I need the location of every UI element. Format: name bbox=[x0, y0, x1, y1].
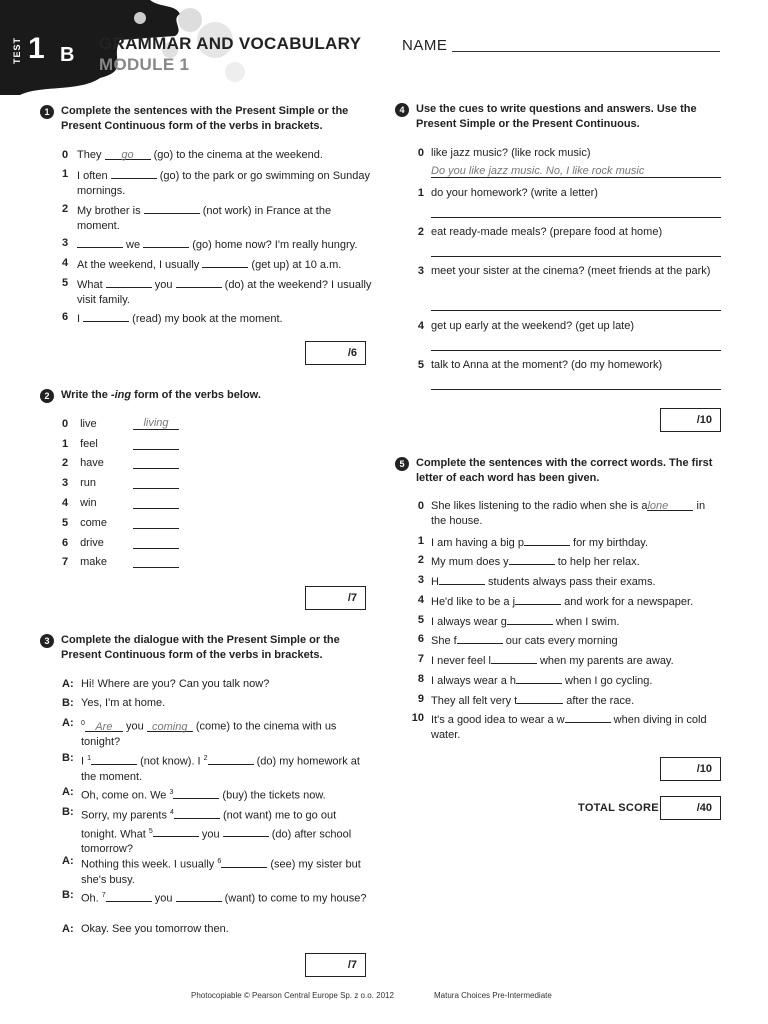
answer-blank[interactable] bbox=[176, 890, 222, 902]
section-instruction: Complete the dialogue with the Present Simple or the Present Continuous form of the verbs in brackets. bbox=[61, 634, 340, 661]
page-title: GRAMMAR AND VOCABULARY bbox=[99, 34, 362, 53]
module-title: MODULE 1 bbox=[99, 55, 190, 74]
list-item: 6 I (read) my book at the moment. bbox=[62, 311, 283, 325]
test-letter: B bbox=[60, 44, 75, 66]
answer-blank[interactable] bbox=[133, 555, 179, 568]
section-number-badge: 1 bbox=[40, 105, 54, 119]
answer-blank[interactable] bbox=[202, 256, 248, 268]
list-item: 0 like jazz music? (like rock music) bbox=[417, 147, 591, 159]
dialogue-line: A: Hi! Where are you? Can you talk now? bbox=[62, 678, 270, 690]
answer-line[interactable] bbox=[431, 204, 721, 218]
list-item: 3 we (go) home now? I'm really hungry. bbox=[62, 237, 358, 251]
footer-copyright: Photocopiable © Pearson Central Europe Sp. z o.o. 2012 bbox=[191, 991, 394, 1000]
answer-blank[interactable] bbox=[133, 516, 179, 529]
name-label: NAME bbox=[402, 37, 448, 54]
section-number-badge: 2 bbox=[40, 389, 54, 403]
list-item: 5 come bbox=[62, 517, 107, 529]
answer-blank[interactable] bbox=[457, 632, 503, 644]
total-score-box: /40 bbox=[660, 796, 721, 820]
answer-blank[interactable]: living bbox=[133, 417, 179, 430]
dialogue-line: A: Okay. See you tomorrow then. bbox=[62, 923, 229, 935]
section-number-badge: 3 bbox=[40, 634, 54, 648]
answer-blank[interactable]: coming bbox=[147, 720, 193, 732]
answer-blank[interactable] bbox=[221, 856, 267, 868]
answer-blank[interactable] bbox=[176, 276, 222, 288]
list-item: 2 My mum does y to help her relax. bbox=[417, 554, 640, 568]
section-instruction: Use the cues to write questions and answers. Use the Present Simple or the Present Continuous. bbox=[416, 103, 697, 130]
section-score-box: /10 bbox=[660, 757, 721, 781]
footer-book-title: Matura Choices Pre-Intermediate bbox=[434, 991, 552, 1000]
answer-blank[interactable] bbox=[83, 310, 129, 322]
section-4-heading bbox=[395, 102, 725, 132]
section-number-badge: 4 bbox=[395, 103, 409, 117]
list-item: 3 H students always pass their exams. bbox=[417, 574, 656, 588]
section-score-box: /7 bbox=[305, 586, 366, 610]
dialogue-line: B: Oh. $^7$ you (want) to come to my house? bbox=[62, 889, 367, 905]
answer-blank[interactable] bbox=[133, 456, 179, 469]
list-item: 5 I always wear g when I swim. bbox=[417, 614, 620, 628]
list-item: 1 do your homework? (write a letter) bbox=[417, 187, 598, 199]
list-item: 4 At the weekend, I usually (get up) at 10 a.m. bbox=[62, 257, 342, 271]
section-score-box: /7 bbox=[305, 953, 366, 977]
answer-blank[interactable] bbox=[133, 476, 179, 489]
answer-blank[interactable] bbox=[174, 807, 220, 819]
answer-blank[interactable] bbox=[133, 536, 179, 549]
answer-blank[interactable]: Are bbox=[85, 720, 123, 732]
answer-blank[interactable] bbox=[91, 753, 137, 765]
answer-blank[interactable] bbox=[106, 890, 152, 902]
answer-blank[interactable] bbox=[517, 692, 563, 704]
answer-line[interactable] bbox=[431, 376, 721, 390]
section-number-badge: 5 bbox=[395, 457, 409, 471]
answer-blank[interactable] bbox=[144, 202, 200, 214]
answer-blank[interactable]: go bbox=[105, 148, 151, 160]
section-score-box: /10 bbox=[660, 408, 721, 432]
section-instruction: Complete the sentences with the correct words. The first letter of each word has been given. bbox=[416, 457, 713, 484]
list-item: 1 feel bbox=[62, 438, 98, 450]
answer-blank[interactable] bbox=[524, 534, 570, 546]
answer-line[interactable] bbox=[431, 337, 721, 351]
list-item: 0 She likes listening to the radio when she is alone in the house. bbox=[417, 500, 706, 527]
dialogue-line: B: Sorry, my parents $^4$ (not want) me to go out tonight. What $^5$ you (do) after school tomorrow? bbox=[62, 806, 352, 856]
answer-blank[interactable] bbox=[133, 496, 179, 509]
answer-blank[interactable] bbox=[439, 573, 485, 585]
answer-blank[interactable] bbox=[77, 236, 123, 248]
list-item: 5 talk to Anna at the moment? (do my homework) bbox=[417, 359, 663, 371]
answer-blank[interactable] bbox=[509, 553, 555, 565]
dialogue-line: A: Oh, come on. We $^3$ (buy) the tickets now. bbox=[62, 786, 326, 802]
list-item: 2 have bbox=[62, 457, 104, 469]
section-score-box: /6 bbox=[305, 341, 366, 365]
list-item: 9 They all felt very t after the race. bbox=[417, 693, 635, 707]
list-item: 6 drive bbox=[62, 537, 104, 549]
section-3-heading bbox=[40, 633, 370, 663]
list-item: 1 I am having a big p for my birthday. bbox=[417, 535, 648, 549]
section-1-heading bbox=[40, 104, 370, 134]
list-item: 4 win bbox=[62, 497, 97, 509]
list-item: 3 run bbox=[62, 477, 96, 489]
dialogue-line: A: Nothing this week. I usually $^6$ (see) my sister but she's busy. bbox=[62, 855, 361, 886]
answer-blank[interactable] bbox=[565, 711, 611, 723]
answer-line[interactable] bbox=[431, 243, 721, 257]
dialogue-line: A: $^0$ Are you coming (come) to the cinema with us tonight? bbox=[62, 717, 337, 748]
answer-line[interactable] bbox=[431, 297, 721, 311]
answer-blank[interactable] bbox=[491, 652, 537, 664]
test-number: 1 bbox=[28, 32, 45, 65]
answer-blank[interactable]: lone bbox=[647, 499, 693, 511]
answer-blank[interactable] bbox=[507, 613, 553, 625]
list-item: 6 She f our cats every morning bbox=[417, 633, 618, 647]
list-item: 7 I never feel l when my parents are away. bbox=[417, 653, 674, 667]
answer-line[interactable]: Do you like jazz music. No, I like rock music bbox=[431, 164, 721, 178]
list-item: 3 meet your sister at the cinema? (meet friends at the park) bbox=[417, 265, 711, 277]
answer-blank[interactable] bbox=[208, 753, 254, 765]
total-score-label: TOTAL SCORE bbox=[578, 802, 659, 814]
list-item: 4 get up early at the weekend? (get up late) bbox=[417, 320, 635, 332]
list-item: 2 My brother is (not work) in France at the moment. bbox=[62, 203, 332, 232]
answer-blank[interactable] bbox=[153, 825, 199, 837]
list-item: 0 They go (go) to the cinema at the weekend. bbox=[62, 149, 323, 161]
list-item: 10 It's a good idea to wear a w when diving in cold water. bbox=[411, 712, 707, 741]
section-2-heading: 2 Write the -ing form of the verbs below. bbox=[40, 388, 370, 403]
dialogue-line: B: Yes, I'm at home. bbox=[62, 697, 166, 709]
list-item: 8 I always wear a h when I go cycling. bbox=[417, 673, 653, 687]
answer-blank[interactable] bbox=[173, 787, 219, 799]
section-5-heading bbox=[395, 456, 725, 486]
list-item: 7 make bbox=[62, 556, 107, 568]
answer-blank[interactable] bbox=[111, 167, 157, 179]
answer-blank[interactable] bbox=[516, 672, 562, 684]
list-item: 2 eat ready-made meals? (prepare food at home) bbox=[417, 226, 663, 238]
section-instruction: Complete the sentences with the Present Simple or the Present Continuous form of the verbs in brackets. bbox=[61, 105, 349, 132]
dialogue-line: B: I $^1$ (not know). I $^2$ (do) my homework at the moment. bbox=[62, 752, 360, 783]
answer-blank[interactable] bbox=[223, 825, 269, 837]
answer-blank[interactable] bbox=[143, 236, 189, 248]
name-field[interactable] bbox=[452, 51, 720, 52]
list-item: 1 I often (go) to the park or go swimming on Sunday mornings. bbox=[62, 168, 371, 197]
list-item: 5 What you (do) at the weekend? I usually visit family. bbox=[62, 277, 372, 306]
test-word: TEST bbox=[12, 36, 22, 64]
answer-blank[interactable] bbox=[106, 276, 152, 288]
list-item: 4 He'd like to be a j and work for a newspaper. bbox=[417, 594, 694, 608]
list-item: 0 live bbox=[62, 418, 97, 430]
answer-blank[interactable] bbox=[515, 593, 561, 605]
answer-blank[interactable] bbox=[133, 437, 179, 450]
